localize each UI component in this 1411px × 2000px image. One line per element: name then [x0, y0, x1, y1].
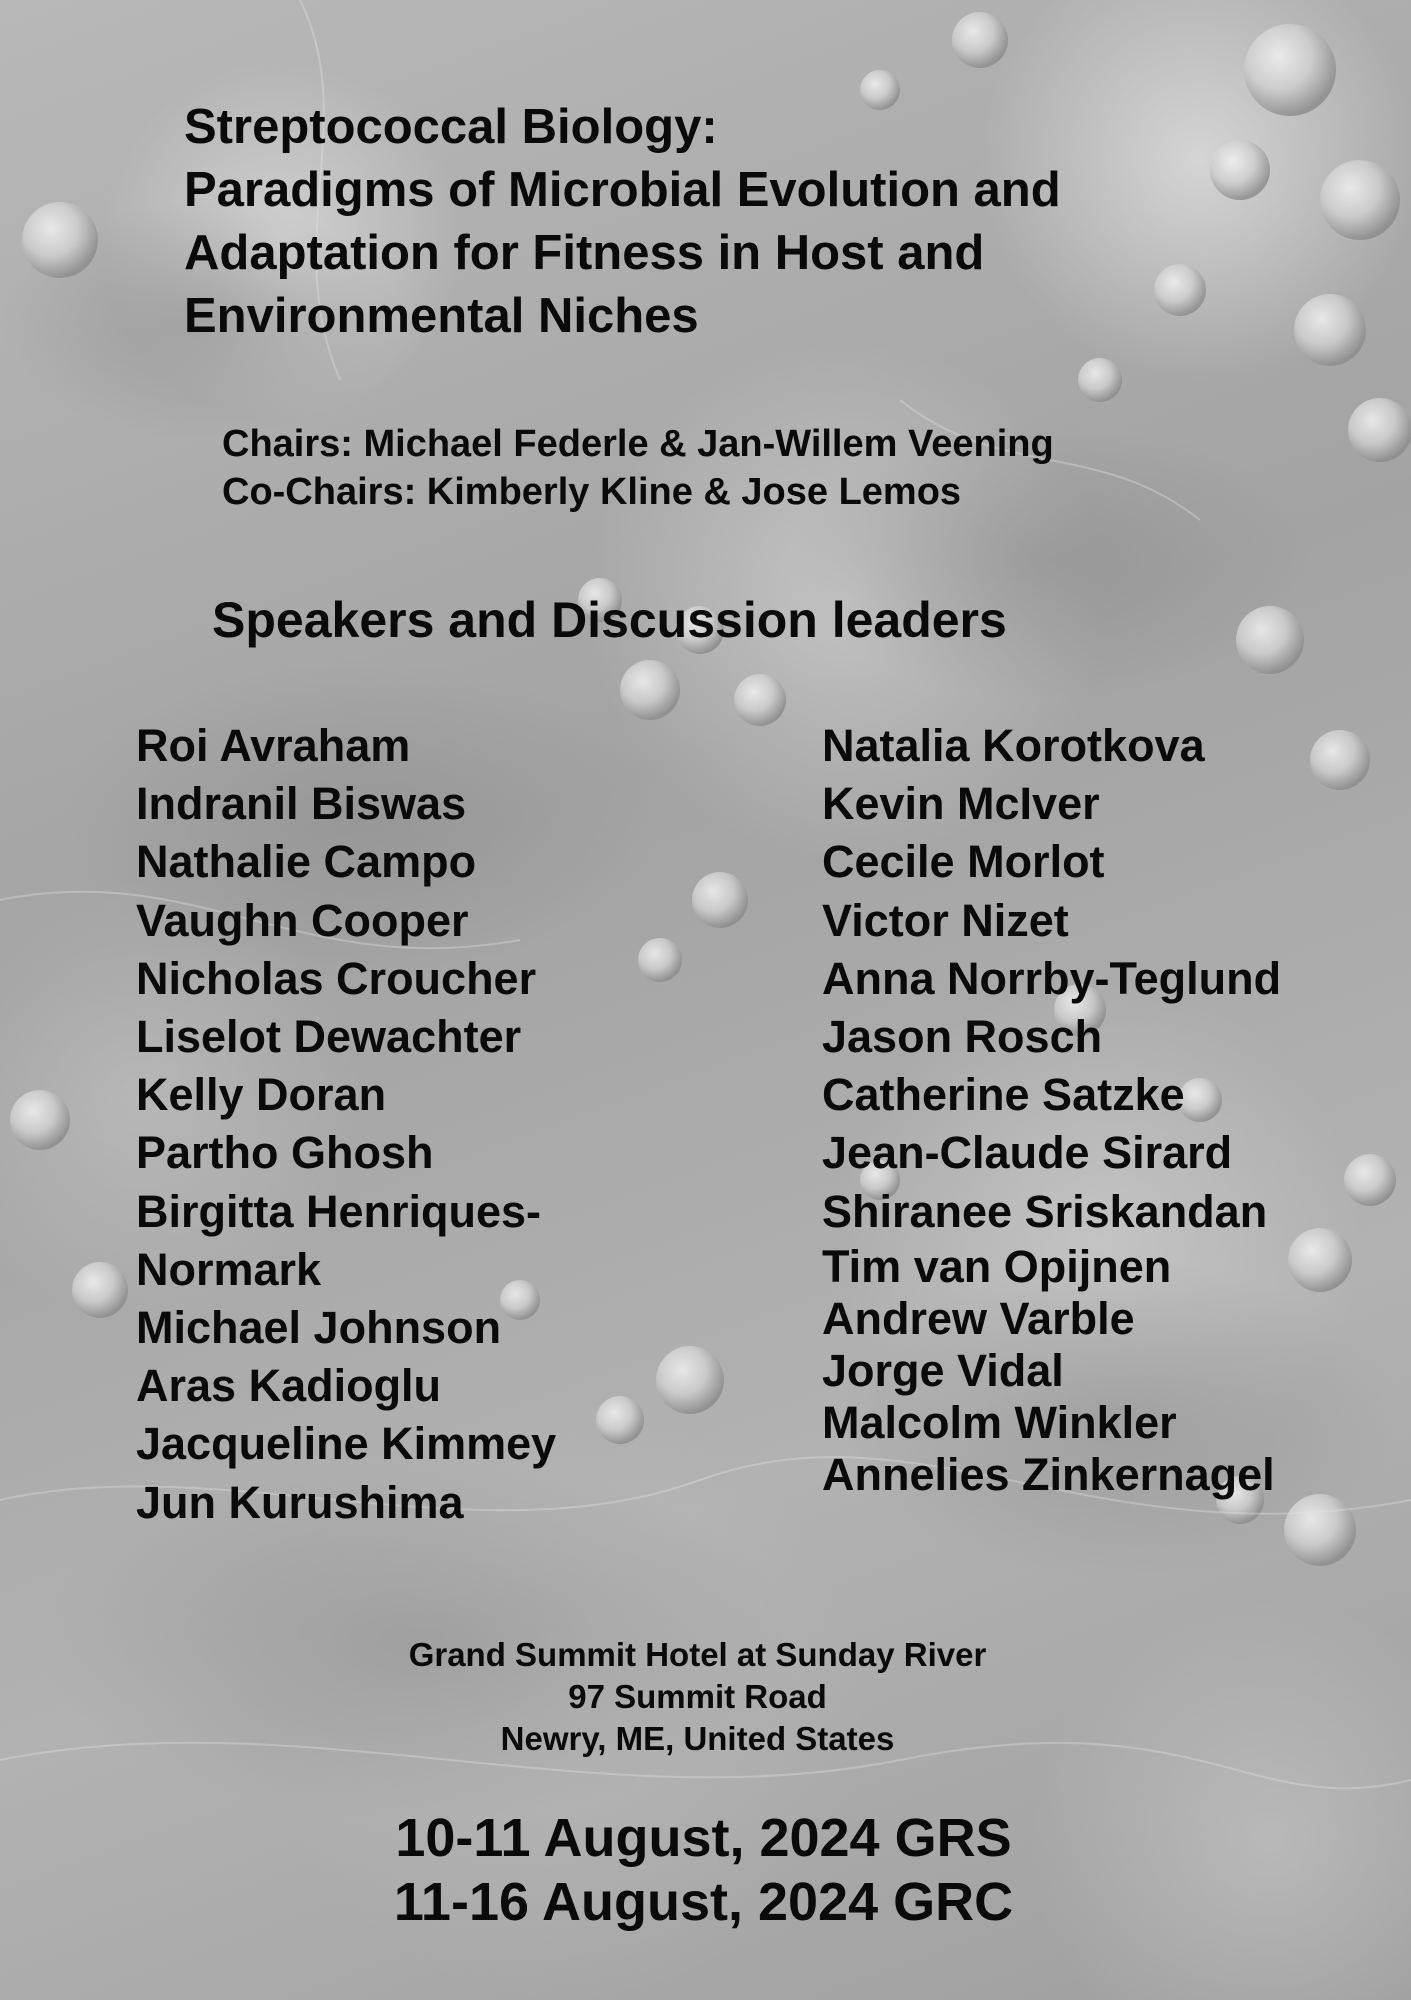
speaker-name: Aras Kadioglu [136, 1360, 442, 1412]
speaker-name: Anna Norrby-Teglund [822, 952, 1282, 1004]
grc-dates: 11-16 August, 2024 GRC [393, 1872, 1014, 1932]
speaker-name: Annelies Zinkernagel [822, 1448, 1275, 1500]
speaker-name: Partho Ghosh [136, 1127, 434, 1179]
speaker-name: Jean-Claude Sirard [822, 1127, 1233, 1179]
grs-dates: 10-11 August, 2024 GRS [395, 1808, 1012, 1868]
chairs-line: Chairs: Michael Federle & Jan-Willem Veening [222, 423, 1054, 465]
speaker-name: Cecile Morlot [822, 836, 1105, 888]
venue-street: 97 Summit Road [568, 1678, 827, 1715]
speaker-name: Jorge Vidal [822, 1344, 1064, 1396]
speaker-name: Normark [136, 1243, 322, 1295]
speaker-name: Catherine Satzke [822, 1069, 1185, 1121]
venue-block [0, 1634, 1411, 1760]
speaker-name: Birgitta Henriques- [136, 1185, 542, 1237]
speaker-name: Jason Rosch [822, 1011, 1103, 1063]
speakers-left-column [136, 717, 776, 1532]
speaker-name: Kevin McIver [822, 778, 1100, 830]
speakers-right-column [822, 717, 1402, 1501]
speaker-name: Jun Kurushima [136, 1476, 464, 1528]
speaker-name: Kelly Doran [136, 1069, 387, 1121]
venue-city: Newry, ME, United States [500, 1720, 895, 1757]
speaker-name: Natalia Korotkova [822, 720, 1205, 771]
speaker-name: Vaughn Cooper [136, 894, 469, 946]
chairs-block [222, 420, 1322, 516]
speakers-heading: Speakers and Discussion leaders [212, 592, 1007, 648]
title-line-3: Adaptation for Fitness in Host and [184, 226, 985, 280]
venue-name: Grand Summit Hotel at Sunday River [408, 1636, 987, 1673]
speaker-name: Tim van Opijnen [822, 1240, 1172, 1292]
speaker-name: Michael Johnson [136, 1302, 502, 1354]
speaker-name: Malcolm Winkler [822, 1396, 1177, 1448]
speaker-name: Victor Nizet [822, 894, 1069, 946]
speaker-name: Roi Avraham [136, 720, 411, 771]
speaker-name: Shiranee Sriskandan [822, 1185, 1268, 1237]
speaker-name: Liselot Dewachter [136, 1011, 522, 1063]
speaker-name: Jacqueline Kimmey [136, 1418, 557, 1470]
speaker-name: Andrew Varble [822, 1292, 1135, 1344]
title-line-4: Environmental Niches [184, 289, 699, 343]
meeting-title [184, 96, 1334, 348]
cochairs-line: Co-Chairs: Kimberly Kline & Jose Lemos [222, 471, 962, 513]
title-line-1: Streptococcal Biology: [184, 100, 718, 154]
speaker-name: Nathalie Campo [136, 836, 477, 888]
speaker-name: Nicholas Croucher [136, 952, 537, 1004]
title-line-2: Paradigms of Microbial Evolution and [184, 163, 1061, 217]
speaker-name: Indranil Biswas [136, 778, 467, 830]
dates-block [0, 1806, 1411, 1934]
